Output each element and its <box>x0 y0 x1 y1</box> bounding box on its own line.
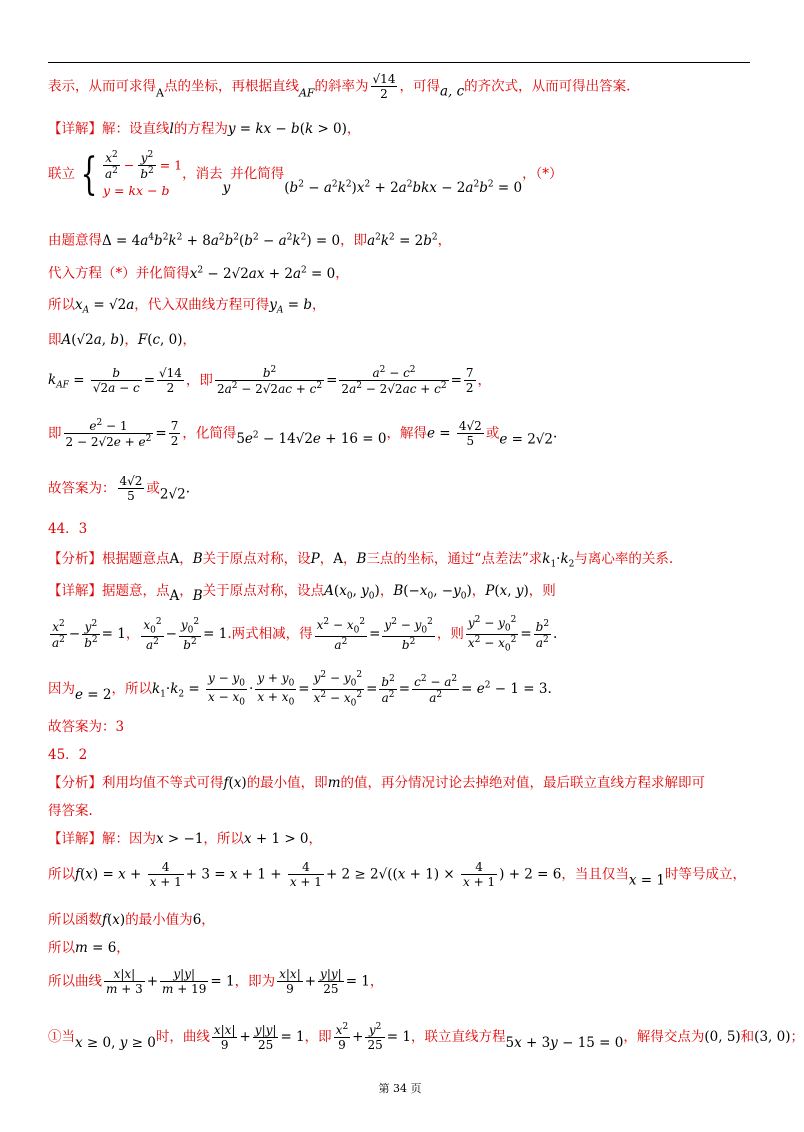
text-line: 所以$x_A = √2a$，代入双曲线方程可得$y_A = b$， <box>48 297 326 316</box>
text-line: 【分析】根据题意点A，B关于原点对称，设P，A，B三点的坐标，通过“点差法”求$k_1\cdot k_2$与离心率的关系. <box>48 551 674 570</box>
text-line: 【详解】解：设直线l的方程为y = kx − b(k > 0)， <box>48 121 361 137</box>
text-line: 由题意得$\Delta = 4a^4b^2k^2 + 8a^2b^2(b^2 - a^2k^2) = 0$，即$a^2k^2 = 2b^2$， <box>48 232 452 249</box>
question-number: 44．3 <box>48 521 88 537</box>
text-line: 代入方程（*）并化简得$x^2 - 2√2ax + 2a^2 = 0$， <box>48 265 349 282</box>
text-line: 【详解】解：因为x > −1，所以x + 1 > 0， <box>48 831 323 847</box>
text-line: $\frac{x^2}{a^2}$ − $\frac{y^2}{b^2}$ = 1， $\frac{x_0^2}{a^2}$ − $\frac{y_0^2}{b^2}$ = 1.两式相减，得 $\frac{x^2 - x_0^2}{a^2}$ = $\frac{y^2 - y_0^2}{b^2}$ ，则 $\frac{y^2 - y_0^2}{x^2 - x_0^2}$ = $\frac{b^2}{a^2}$ . <box>52 615 558 654</box>
text-line: 所以f(x) = x + $\frac{4}{x + 1}$ + 3 = x + 1 + $\frac{4}{x + 1}$ + 2 ≥ 2√((x + 1) × $\frac{4}{x + 1}$ ) + 2 = 6，当且仅当x = 1时等号成立， <box>48 860 746 890</box>
text-line: 所以曲线 $\frac{x|x|}{m + 3}$ + $\frac{y|y|}{m + 19}$ = 1，即为 $\frac{x|x|}{9}$ + $\frac{y|y|}{25}$ = 1， <box>48 967 384 997</box>
text-line: 即A(√2a, b)，F(c, 0)， <box>48 332 196 348</box>
text-line: $k_{AF}$ = $\frac{b}{√2a - c}$ = $\frac{√14}{2}$ ，即 $\frac{b^2}{2a^2 - 2√2ac + c^2}$ = $\frac{a^2 - c^2}{2a^2 - 2√2ac + c^2}$ = $\frac{7}{2}$ ， <box>48 365 492 397</box>
question-number: 45．2 <box>48 747 88 763</box>
text-line: 表示，从而可求得$_A$点的坐标，再根据直线$_{AF}$的斜率为 $\frac{√14}{2}$ ，可得a, c的齐次式，从而可得出答案. <box>48 72 631 102</box>
text-line: 故答案为： $\frac{4√2}{5}$ 或2√2. <box>48 474 190 504</box>
text-line: 即 $\frac{e^2 - 1}{2 - 2√2e + e^2}$ = $\frac{7}{2}$ ，化简得$5e^2 - 14√2e + 16 = 0$，解得e = $\frac{4√2}{5}$ 或e = 2√2. <box>48 418 558 450</box>
text-line: ①当x ≥ 0, y ≥ 0时，曲线 $\frac{x|x|}{9}$ + $\frac{y|y|}{25}$ = 1，即 $\frac{x^2}{9}$ + $\frac{y^2}{25}$ = 1，联立直线方程5x + 3y − 15 = 0，解得交点为(0, 5)和(3, 0)； <box>48 1022 804 1053</box>
text-line: 【详解】据题意，点A，B关于原点对称，设点$A(x_0$, $y_0$)，$B(-x_0$, $-y_0$)，P(x, y)，则 <box>48 583 556 604</box>
text-line: 故答案为：3 <box>48 719 125 735</box>
page-number: 第 34 页 <box>378 1082 422 1095</box>
text-line: 【分析】利用均值不等式可得f(x)的最小值，即m的值，再分情况讨论去掉绝对值，最后联立直线方程求解即可 <box>48 775 705 791</box>
text-line: 所以m = 6， <box>48 940 130 956</box>
text-line: 所以函数f(x)的最小值为6， <box>48 912 215 928</box>
header-rule <box>48 62 750 63</box>
text-line: 因为e = 2，所以$k_1\cdot k_2$ = $\frac{y - y_0}{x - x_0}$ · $\frac{y + y_0}{x + x_0}$ = $\frac{y^2 - y_0^2}{x^2 - x_0^2}$ = $\frac{b^2}{a^2}$ = $\frac{c^2 - a^2}{a^2}$ = $e^2 - 1 = 3$. <box>48 670 552 709</box>
text-line: 联立 { $\frac{x^2}{a^2}$ − $\frac{y^2}{b^2}$ = 1 y = kx − b ，消去y并化简得$(b^2 - a^2k^2)x^2 + 2a^2bkx - 2a^2b^2 = 0$，（*） <box>48 148 563 200</box>
text-line: 得答案. <box>48 803 93 819</box>
